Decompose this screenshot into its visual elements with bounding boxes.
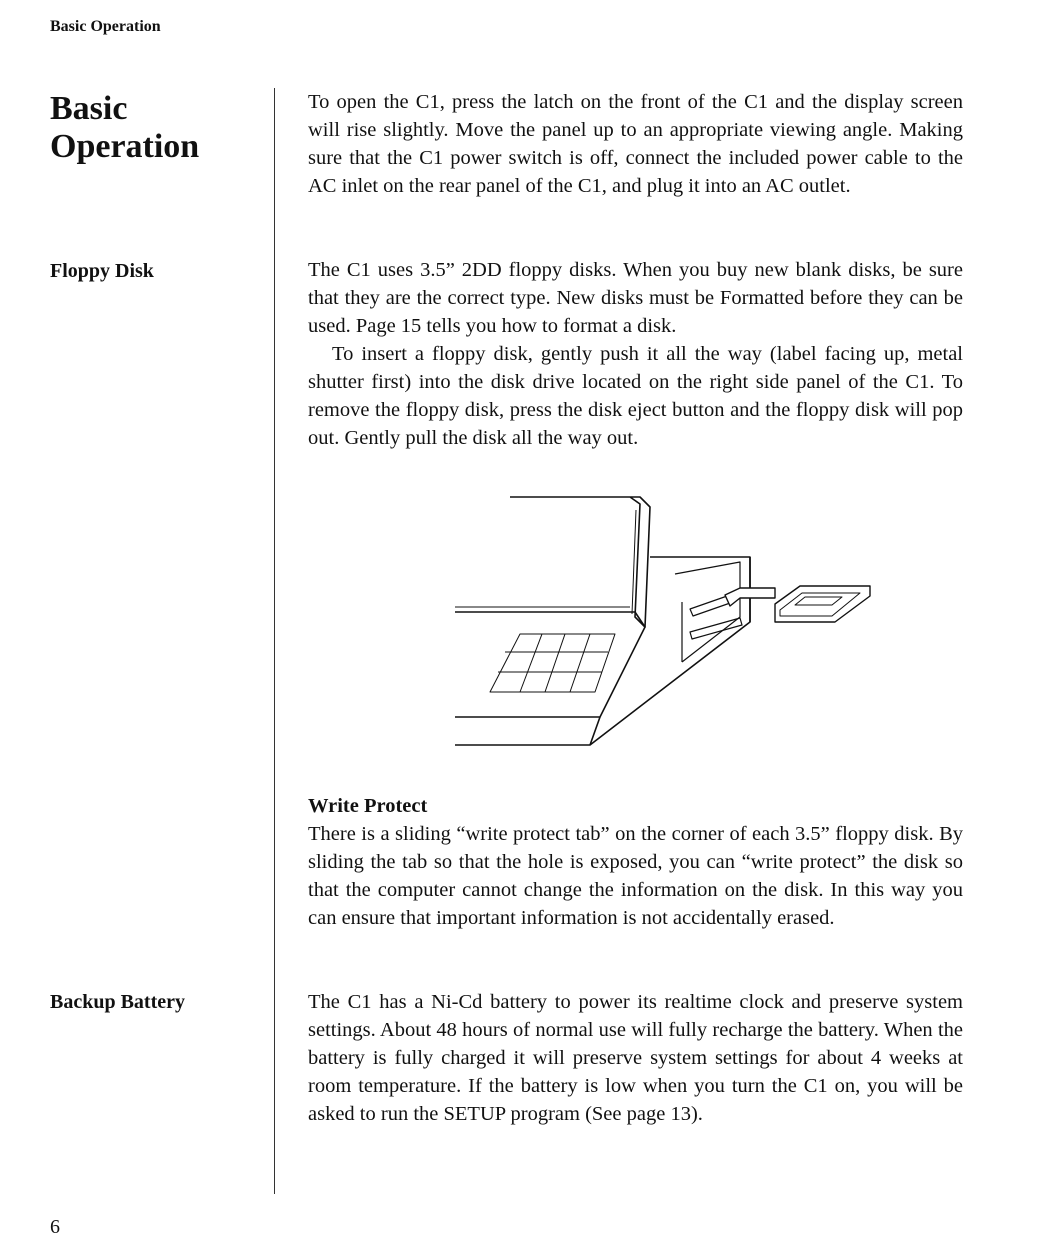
intro-section [308, 88, 963, 200]
floppy-insertion-illustration [450, 492, 880, 754]
vertical-divider [274, 88, 275, 1194]
battery-paragraph: The C1 has a Ni-Cd battery to power its realtime clock and preserve system settings. About 48 hours of normal use will fully recharge the battery. When the battery is fully charged it will preserve system settings for about 4 weeks at room temperature. If the battery is low when you turn the C1 on, you will be asked to run the SETUP program (See page 13). [308, 991, 963, 1125]
write-protect-heading: Write Protect [308, 795, 428, 817]
write-protect-section [308, 792, 963, 932]
side-heading-floppy-disk: Floppy Disk [50, 260, 154, 282]
running-head: Basic Operation [50, 18, 161, 35]
page-number: 6 [50, 1216, 60, 1238]
chapter-title [50, 90, 199, 166]
write-protect-paragraph: There is a sliding “write protect tab” on the corner of each 3.5” floppy disk. By sliding the tab so that the hole is exposed, you can “write protect” the disk so that the computer cannot change the information on the disk. In this way you can ensure that important information is not accidentally erased. [308, 823, 963, 929]
floppy-paragraph-1: The C1 uses 3.5” 2DD floppy disks. When you buy new blank disks, be sure that they are the correct type. New disks must be Formatted before they can be used. Page 15 tells you how to format a disk. [308, 259, 963, 337]
side-heading-backup-battery: Backup Battery [50, 991, 185, 1013]
floppy-paragraph-2: To insert a floppy disk, gently push it all the way (label facing up, metal shutter first) into the disk drive located on the right side panel of the C1. To remove the floppy disk, press the disk eject button and the floppy disk will pop out. Gently pull the disk all the way out. [308, 343, 963, 449]
floppy-section [308, 256, 963, 452]
chapter-title-line1: Basic [50, 90, 128, 127]
battery-section [308, 988, 963, 1128]
intro-paragraph: To open the C1, press the latch on the front of the C1 and the display screen will rise slightly. Move the panel up to an appropriate viewing angle. Making sure that the C1 power switch is off, connect the included power cable to the AC inlet on the rear panel of the C1, and plug it into an AC outlet. [308, 91, 963, 197]
chapter-title-line2: Operation [50, 128, 200, 165]
